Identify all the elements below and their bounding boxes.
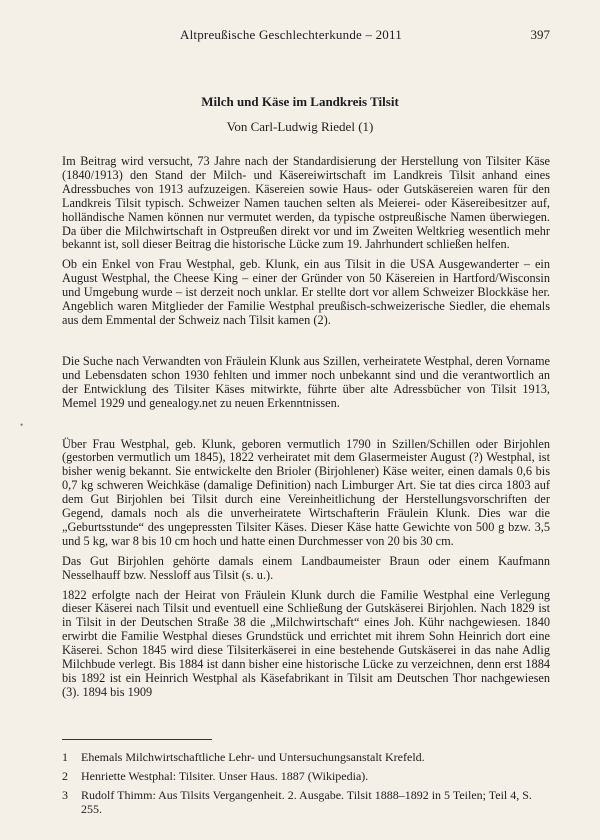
paragraph-1822: 1822 erfolgte nach der Heirat von Fräulein Klunk durch die Familie Westphal eine Verlegung dieser Käserei nach Tilsit und eventuell eine Schließung der Gutskäserei Birjohlen. Nach 1829 ist in Tilsit in der Deutschen Straße 38 die „Milchwirtschaft“ eines Joh. Kühr nachgewiesen. 1840 erwirbt die Familie Westphal dieses Grundstück und errichtet mit ihrem Sohn Heinrich dort eine Käserei. Schon 1845 wird diese Tilsiterkäserei in eine bestehende Gutskäserei in das nahe Adlig Milchbude verlegt. Bis 1884 ist dann bisher eine historische Lücke zu verzeichnen, denn erst 1884 bis 1892 ist ein Heinrich Westphal als Käsefabrikant in Tilsit am Deutschen Thor nachgewiesen (3). 1894 bis 1909 <box>62 587 550 699</box>
footnotes <box>62 751 550 822</box>
paragraph-cheese-king: Ob ein Enkel von Frau Westphal, geb. Klunk, ein aus Tilsit in die USA Ausgewanderter – ein August Westphal, the Cheese King – einer der Gründer von 50 Käsereien in Hartford/Wisconsin und Umgebung wurde – ist derzeit noch unklar. Er stellte dort vor allem Schweizer Blockkäse her. Angeblich waren Mitglieder der Familie Westphal preußisch-schweizerische Siedler, die ehemals aus dem Emmental der Schweiz nach Tilsit kamen (2). <box>62 257 550 327</box>
running-title: Altpreußische Geschlechterkunde – 2011 <box>180 27 402 42</box>
footnote-number: 2 <box>62 768 68 783</box>
footnote-text: Ehemals Milchwirtschaftliche Lehr- und Untersuchungsanstalt Krefeld. <box>81 750 425 764</box>
paragraph-westphal: Über Frau Westphal, geb. Klunk, geboren vermutlich 1790 in Szillen/Schillen oder Birjohlen (gestorben vermutlich um 1845), 1822 verheiratet mit dem Glasermeister August (?) Westphal, ist bisher wenig bekannt. Sie entwickelte den Brioler (Birjohlener) Käse weiter, einen damals 0,6 bis 0,7 kg schweren Weichkäse (damalige Definition) nach Limburger Art. Sie tat dies circa 1803 auf dem Gut Birjohlen bei Tilsit durch eine Vereinheitlichung der Herstellungsvorschriften der Gegend, damals noch als die unverheiratete Wirtschafterin Fräulein Klunk. Dies war die „Geburtsstunde“ des ungepressten Tilsiter Käses. Dieser Käse hatte Gewichte von 500 g bzw. 3,5 und 5 kg, war 8 bis 10 cm hoch und hatte einen Durchmesser von 20 bis 30 cm. <box>62 436 550 548</box>
footnote-item <box>62 789 550 817</box>
paragraph-intro: Im Beitrag wird versucht, 73 Jahre nach der Standardisierung der Herstellung von Tilsiter Käse (1840/1913) den Stand der Milch- und Käsereiwirtschaft im Landkreis Tilsit anhand eines Adressbuches von 1913 aufzuzeigen. Käsereien sowie Haus- oder Gutskäsereien waren für den Landkreis Tilsit typisch. Schweizer Namen tauchen selten als Meierei- oder Käsereibesitzer auf, holländische Namen können nur vermutet werden, da typische ostpreußische Namen überwiegen. Da über die Milchwirtschaft in Ostpreußen direkt vor und im Zweiten Weltkrieg wesentlich mehr bekannt ist, soll dieser Beitrag die historische Lücke zum 19. Jahrhundert schließen helfen. <box>62 154 550 252</box>
footnote-divider <box>62 739 212 740</box>
footnote-number: 3 <box>62 787 68 802</box>
paragraph-search: Die Suche nach Verwandten von Fräulein Klunk aus Szillen, verheiratete Westphal, deren Vorname und Lebensdaten schon 1930 fehlten und immer noch unbekannt sind und die verantwortlich an der Entwicklung des Tilsiter Käses mitwirkte, führte über alte Adressbücher von Tilsit 1913, Memel 1929 und genealogy.net zu neuen Erkenntnissen. <box>62 353 550 410</box>
page-number: 397 <box>530 27 550 42</box>
article-author: Von Carl-Ludwig Riedel (1) <box>226 119 374 134</box>
article-title: Milch und Käse im Landkreis Tilsit <box>201 94 399 109</box>
footnote-item <box>62 751 550 765</box>
paragraph-birjohlen: Das Gut Birjohlen gehörte damals einem Landbaumeister Braun oder einem Kaufmann Nesselhauff bzw. Nessloff aus Tilsit (s. u.). <box>62 553 550 582</box>
footnote-text: Henriette Westphal: Tilsiter. Unser Haus. 1887 (Wikipedia). <box>81 768 369 783</box>
page-header <box>0 27 600 45</box>
footnote-text: Rudolf Thimm: Aus Tilsits Vergangenheit. 2. Ausgabe. Tilsit 1888–1892 in 5 Teilen; Teil 4, S. 255. <box>81 787 532 816</box>
article-body <box>62 155 550 700</box>
footnote-number: 1 <box>62 750 68 764</box>
footnote-item <box>62 770 550 784</box>
margin-speck: • <box>20 420 24 430</box>
